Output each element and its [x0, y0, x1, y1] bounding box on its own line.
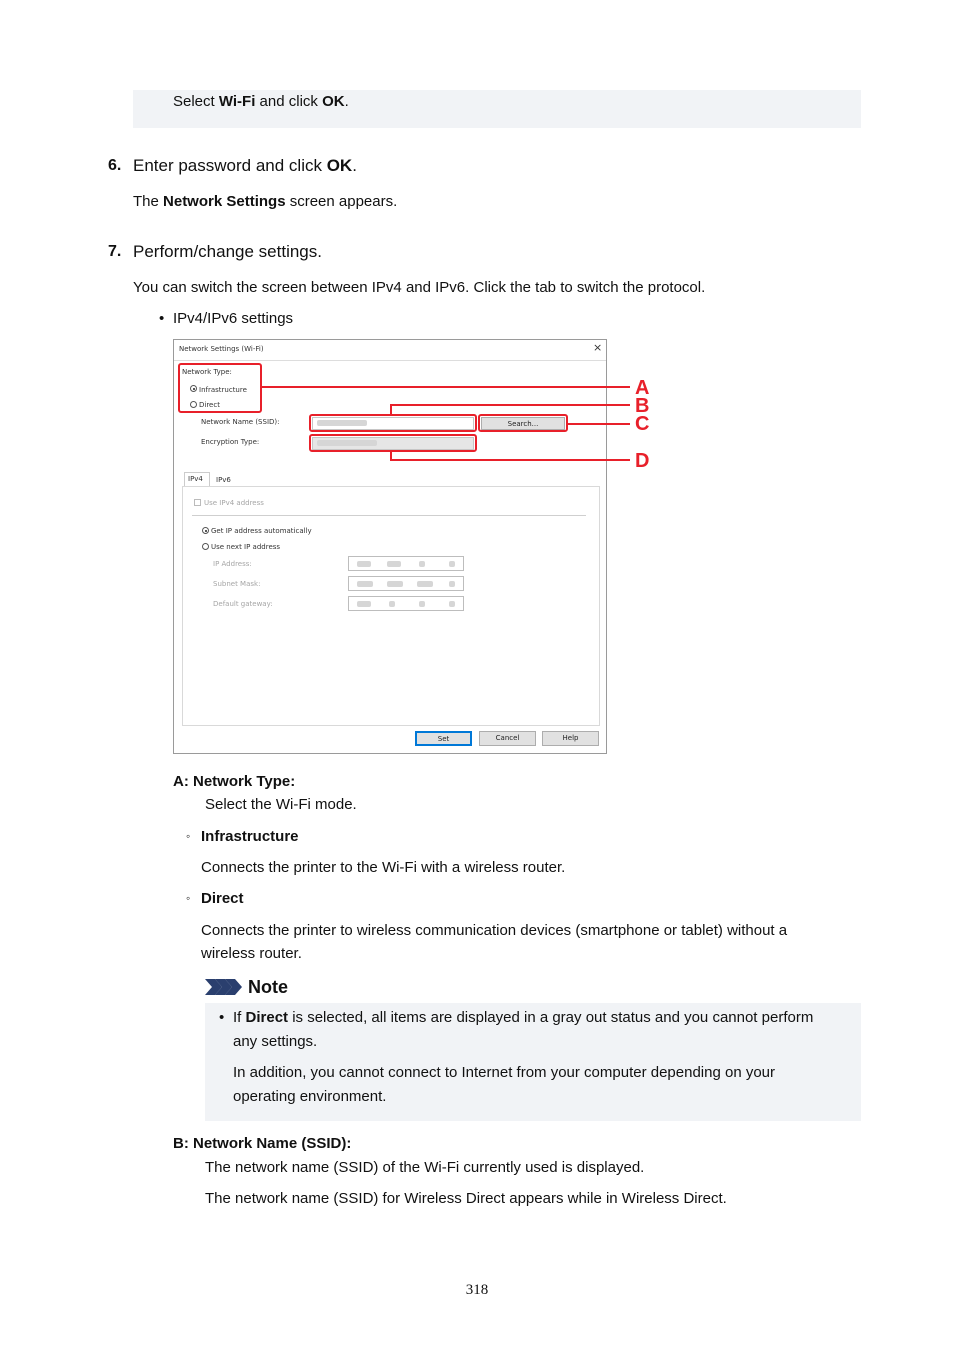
- help-button[interactable]: Help: [542, 731, 599, 746]
- sub-bullet-icon: ◦: [186, 829, 191, 843]
- callout-box-b: [309, 414, 477, 432]
- subnet-mask-input[interactable]: [348, 576, 464, 591]
- callout-d: D: [635, 450, 650, 472]
- network-settings-dialog: [173, 339, 650, 754]
- callout-line-b: [390, 404, 630, 406]
- step-7-title: Perform/change settings.: [133, 242, 322, 261]
- dialog-title-bar: [174, 340, 606, 361]
- bullet-dot: •: [159, 310, 165, 327]
- note-label: Note: [248, 977, 288, 997]
- callout-box-a: [178, 363, 262, 413]
- section-b-line1: The network name (SSID) of the Wi-Fi currently used is displayed.: [205, 1159, 645, 1176]
- ssid-label: Network Name (SSID):: [201, 418, 280, 426]
- gw-redacted-2: [389, 601, 395, 607]
- note-paragraph-2-line2: operating environment.: [233, 1088, 387, 1105]
- infrastructure-label: Infrastructure: [199, 386, 247, 394]
- step-7-description: You can switch the screen between IPv4 and IPv6. Click the tab to switch the protocol.: [133, 279, 706, 296]
- mask-redacted-4: [449, 581, 455, 587]
- tab-ipv4-label: IPv4: [188, 475, 203, 483]
- callout-box-c: [478, 414, 568, 432]
- note-icon: [205, 979, 243, 995]
- infrastructure-title: Infrastructure: [201, 828, 299, 845]
- page-number: 318: [465, 1282, 489, 1298]
- infrastructure-description: Connects the printer to the Wi-Fi with a wireless router.: [201, 859, 566, 876]
- tab-ipv6[interactable]: [210, 474, 234, 486]
- step-7-bullet: IPv4/IPv6 settings: [173, 310, 294, 327]
- note-paragraph-2-line1: In addition, you cannot connect to Internet from your computer depending on your: [233, 1064, 776, 1081]
- use-ipv4-label: Use IPv4 address: [204, 499, 264, 507]
- default-gateway-label: Default gateway:: [213, 600, 273, 608]
- use-next-radio[interactable]: [202, 543, 209, 550]
- gw-redacted-1: [357, 601, 371, 607]
- subnet-mask-label: Subnet Mask:: [213, 580, 261, 588]
- ip-redacted-3: [419, 561, 425, 567]
- ip-redacted-2: [387, 561, 401, 567]
- use-next-label: Use next IP address: [211, 543, 281, 551]
- ip-address-input[interactable]: [348, 556, 464, 571]
- direct-title: Direct: [201, 890, 244, 907]
- ip-redacted-4: [449, 561, 455, 567]
- section-b-heading: B: Network Name (SSID):: [173, 1135, 352, 1152]
- gw-redacted-4: [449, 601, 455, 607]
- step-6-title: Enter password and click OK.: [133, 156, 357, 175]
- step-7-number: 7.: [108, 243, 122, 260]
- ip-redacted-1: [357, 561, 371, 567]
- note-bullet: •: [219, 1009, 225, 1026]
- callout-line-a: [262, 386, 630, 388]
- sub-bullet-icon: ◦: [186, 891, 191, 905]
- default-gateway-input[interactable]: [348, 596, 464, 611]
- callout-line-d: [390, 459, 630, 461]
- cancel-button[interactable]: Cancel: [479, 731, 536, 746]
- section-a-description: Select the Wi-Fi mode.: [205, 796, 357, 813]
- direct-description-line1: Connects the printer to wireless communication devices (smartphone or tablet) without a: [201, 922, 788, 939]
- dialog-title: Network Settings (Wi-Fi): [179, 345, 264, 353]
- instruction-text: Select Wi-Fi and click OK.: [173, 93, 349, 110]
- step-6-description: The Network Settings screen appears.: [133, 193, 398, 210]
- tab-ipv4[interactable]: [184, 472, 210, 487]
- encryption-label: Encryption Type:: [201, 438, 260, 446]
- note-paragraph-1-line2: any settings.: [233, 1033, 318, 1050]
- search-button[interactable]: Search...: [481, 417, 565, 430]
- close-icon[interactable]: ×: [593, 341, 603, 354]
- network-type-label: Network Type:: [182, 368, 232, 376]
- callout-line-b-vertical: [390, 404, 392, 415]
- ip-address-label: IP Address:: [213, 560, 252, 568]
- callout-c: C: [635, 413, 650, 435]
- use-ipv4-checkbox[interactable]: [194, 499, 201, 506]
- section-b-line2: The network name (SSID) for Wireless Direct appears while in Wireless Direct.: [205, 1190, 727, 1207]
- divider: [192, 515, 586, 516]
- get-auto-radio[interactable]: [202, 527, 209, 534]
- section-a-heading: A: Network Type:: [173, 773, 296, 790]
- gw-redacted-3: [419, 601, 425, 607]
- callout-b: B: [635, 395, 650, 417]
- get-auto-label: Get IP address automatically: [211, 527, 312, 535]
- callout-box-d: [309, 434, 477, 452]
- tab-ipv6-label: IPv6: [216, 476, 231, 484]
- step-6-number: 6.: [108, 157, 122, 174]
- mask-redacted-1: [357, 581, 373, 587]
- direct-description-line2: wireless router.: [201, 945, 302, 962]
- callout-a: A: [635, 377, 650, 399]
- direct-label: Direct: [199, 401, 220, 409]
- set-button[interactable]: Set: [415, 731, 472, 746]
- mask-redacted-2: [387, 581, 403, 587]
- callout-line-c: [568, 423, 630, 425]
- note-paragraph-1: If Direct is selected, all items are displayed in a gray out status and you cannot perform: [233, 1009, 814, 1026]
- mask-redacted-3: [417, 581, 433, 587]
